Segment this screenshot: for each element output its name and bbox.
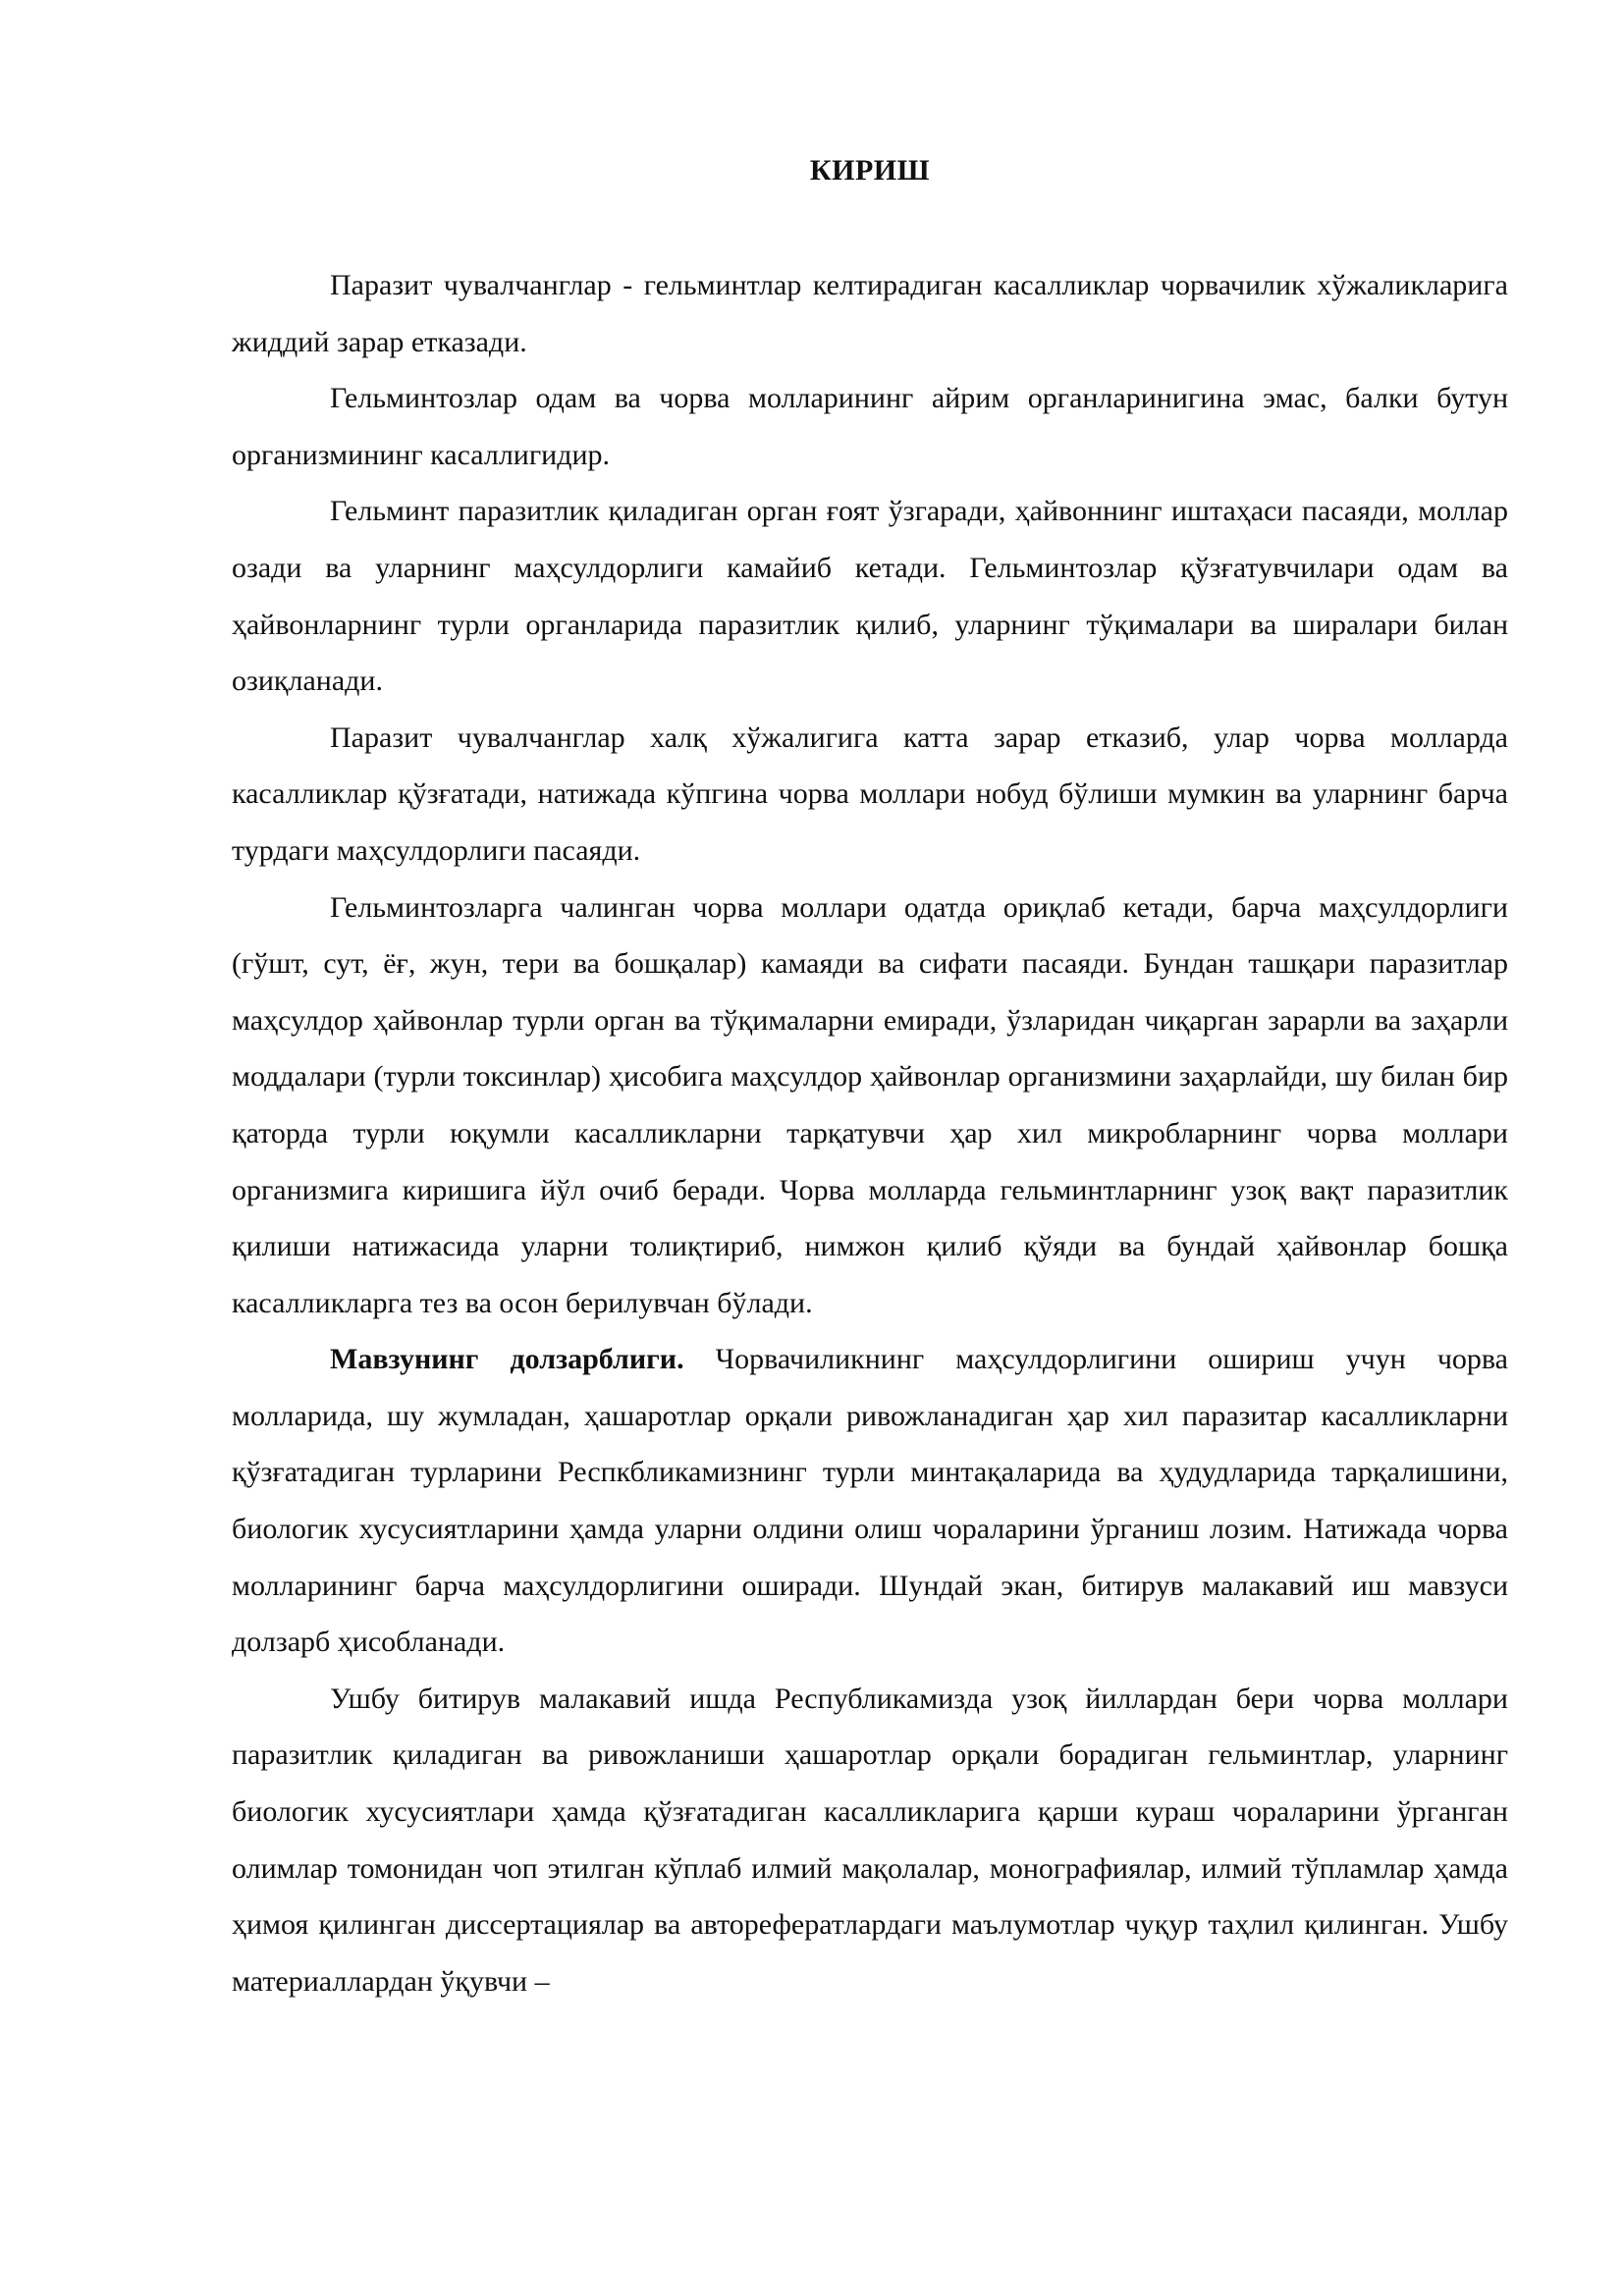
paragraph-1 — [232, 257, 1508, 370]
paragraph-7-text: Ушбу битирув малакавий ишда Республикамизда узоқ йиллардан бери чорва моллари паразитлик қиладиган ва ривожланиши ҳашаротлар орқали борадиган гельминтлар, уларнинг биологик хусусиятлари ҳамда қўзғатадиган касалликларига қарши кураш чораларини ўрганган олимлар томонидан чоп этилган кўплаб илмий мақолалар, монографиялар, илмий тўпламлар ҳамда ҳимоя қилинган диссертациялар ва авторефератлардаги маълумотлар чуқур таҳлил қилинган. Ушбу материаллардан ўқувчи – — [232, 1682, 1508, 1998]
paragraph-3 — [232, 483, 1508, 709]
paragraph-2-text: Гельминтозлар одам ва чорва молларининг айрим органларинигина эмас, балки бутун организмининг касаллигидир. — [232, 382, 1508, 471]
body-text — [232, 257, 1508, 2009]
paragraph-4 — [232, 710, 1508, 880]
paragraph-6-text: Чорвачиликнинг маҳсулдорлигини ошириш учун чорва молларида, шу жумладан, ҳашаротлар орқали ривожланадиган ҳар хил паразитар касалликларни қўзғатадиган турларини Респкбликамизнинг турли минтақаларида ва ҳудудларида тарқалишини, биологик хусусиятларини ҳамда уларни олдини олиш чораларини ўрганиш лозим. Натижада чорва молларининг барча маҳсулдорлигини оширади. Шундай экан, битирув малакавий иш мавзуси долзарб ҳисобланади. — [232, 1343, 1508, 1659]
paragraph-7 — [232, 1671, 1508, 2010]
paragraph-2 — [232, 370, 1508, 483]
paragraph-1-text: Паразит чувалчанглар - гельминтлар келтирадиган касалликлар чорвачилик хўжаликларига жиддий зарар етказади. — [232, 269, 1508, 358]
paragraph-6 — [232, 1331, 1508, 1671]
page-title: КИРИШ — [809, 154, 931, 187]
section-lead-relevance: Мавзунинг долзарблиги. — [330, 1343, 684, 1376]
paragraph-5-text: Гельминтозларга чалинган чорва моллари одатда ориқлаб кетади, барча маҳсулдорлиги (гўшт, сут, ёғ, жун, тери ва бошқалар) камаяди ва сифати пасаяди. Бундан ташқари паразитлар маҳсулдор ҳайвонлар турли орган ва тўқималарни емиради, ўзларидан чиқарган зарарли ва заҳарли моддалари (турли токсинлар) ҳисобига маҳсулдор ҳайвонлар организмини заҳарлайди, шу билан бир қаторда турли юқумли касалликларни тарқатувчи ҳар хил микробларнинг чорва моллари организмига киришига йўл очиб беради. Чорва молларда гельминтларнинг узоқ вақт паразитлик қилиши натижасида уларни толиқтириб, нимжон қилиб қўяди ва бундай ҳайвонлар бошқа касалликларга тез ва осон берилувчан бўлади. — [232, 890, 1508, 1319]
paragraph-4-text: Паразит чувалчанглар халқ хўжалигига катта зарар етказиб, улар чорва молларда касалликлар қўзғатади, натижада кўпгина чорва моллари нобуд бўлиши мумкин ва уларнинг барча турдаги маҳсулдорлиги пасаяди. — [232, 721, 1508, 867]
paragraph-3-text: Гельминт паразитлик қиладиган орган ғоят ўзгаради, ҳайвоннинг иштаҳаси пасаяди, моллар озади ва уларнинг маҳсулдорлиги камайиб кетади. Гельминтозлар қўзғатувчилари одам ва ҳайвонларнинг турли органларида паразитлик қилиб, уларнинг тўқималари ва ширалари билан озиқланади. — [232, 495, 1508, 698]
paragraph-5 — [232, 880, 1508, 1332]
